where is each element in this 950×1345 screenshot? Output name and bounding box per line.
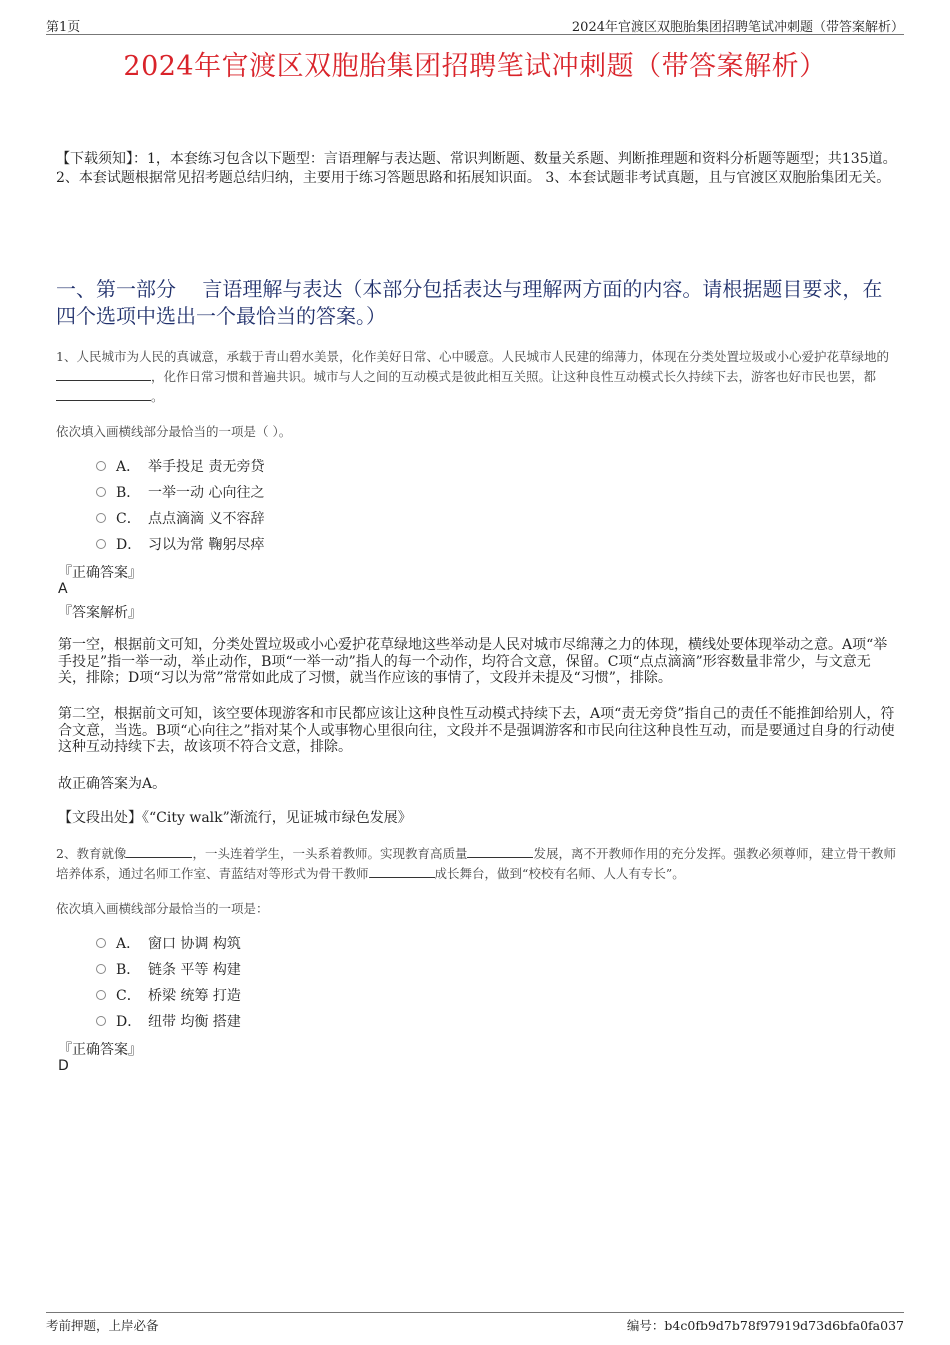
question-1-stem [56, 347, 898, 407]
radio-icon[interactable] [96, 513, 106, 523]
q2-option-a[interactable]: A． 窗口 协调 构筑 [96, 930, 241, 956]
radio-icon[interactable] [96, 964, 106, 974]
footer-slogan: 考前押题，上岸必备 [46, 1318, 159, 1333]
page-number: 第1页 [46, 20, 81, 35]
radio-icon[interactable] [96, 461, 106, 471]
document-title: 2024年官渡区双胞胎集团招聘笔试冲刺题（带答案解析） [123, 51, 827, 82]
q1-analysis-para-1: 第一空，根据前文可知，分类处置垃圾或小心爱护花草绿地这些举动是人民对城市尽绵薄之力的体现，横线处要体现举动之意。A项“举手投足”指一举一动，举止动作，B项“一举一动”指人的每一个动作，均符合文意，保留。C项“点点滴滴”形容数量非常少，与文意无关，排除；D项“习以为常”常常如此成了习惯，就当作应该的事情了，文段并未提及“习惯”，排除。 [58, 637, 888, 686]
q2-text-part2: ，一头连着学生，一头系着教师。实现教育高质量 [192, 846, 468, 861]
radio-icon[interactable] [96, 990, 106, 1000]
q1-blank-2 [56, 388, 151, 401]
radio-icon[interactable] [96, 938, 106, 948]
q1-option-a[interactable]: A． 举手投足 责无旁贷 [96, 453, 264, 479]
q2-options [96, 930, 241, 1034]
radio-icon[interactable] [96, 487, 106, 497]
radio-icon[interactable] [96, 539, 106, 549]
q2-text-part3: 发展，离不开教师作用的充分发挥。强教必须尊师，建立骨干教师培养体系，通过名师工作室、青蓝结对等形式为骨干教师 [56, 846, 896, 881]
q1-answer-label: 『正确答案』 [58, 565, 142, 581]
q2-blank-2 [467, 845, 533, 858]
download-notice: 【下载须知】：1，本套练习包含以下题型：言语理解与表达题、常识判断题、数量关系题、判断推理题和资料分析题等题型；共135道。 2、本套试题根据常见招考题总结归纳，主要用于练习答题思路和拓展知识面。 3、本套试题非考试真题，且与官渡区双胞胎集团无关。 [56, 151, 897, 186]
q2-blank-1 [126, 845, 192, 858]
q2-text-part1: 2、教育就像 [56, 846, 127, 861]
q1-analysis-conclusion: 故正确答案为A。 [58, 776, 167, 792]
q2-option-d[interactable]: D． 纽带 均衡 搭建 [96, 1008, 241, 1034]
footer-doc-id: 编号：b4c0fb9d7b78f97919d73d6bfa0fa037 [626, 1318, 904, 1333]
q2-option-c[interactable]: C． 桥梁 统筹 打造 [96, 982, 241, 1008]
q1-option-c[interactable]: C． 点点滴滴 义不容辞 [96, 505, 264, 531]
q1-analysis-label: 『答案解析』 [58, 605, 142, 621]
q1-prompt: 依次填入画横线部分最恰当的一项是（ ）。 [56, 424, 292, 439]
q2-answer: D [58, 1058, 69, 1074]
q1-answer: A [58, 581, 68, 597]
radio-icon[interactable] [96, 1016, 106, 1026]
q2-blank-3 [369, 865, 435, 878]
header-doc-title: 2024年官渡区双胞胎集团招聘笔试冲刺题（带答案解析） [571, 20, 904, 35]
q1-option-b[interactable]: B． 一举一动 心向往之 [96, 479, 264, 505]
page-footer [46, 1312, 904, 1337]
q1-text-part1: 1、人民城市为人民的真诚意，承载于青山碧水美景，化作美好日常、心中暖意。人民城市人民建的绵薄力，体现在分类处置垃圾或小心爱护花草绿地的 [56, 349, 889, 364]
q1-source: 【文段出处】《“City walk”渐流行，见证城市绿色发展》 [58, 810, 412, 826]
q2-prompt: 依次填入画横线部分最恰当的一项是： [56, 901, 269, 916]
q2-text-part4: 成长舞台，做到“校校有名师、人人有专长”。 [434, 866, 685, 881]
section-heading: 一、第一部分 言语理解与表达（本部分包括表达与理解两方面的内容。请根据题目要求，在四个选项中选出一个最恰当的答案。） [56, 277, 883, 328]
q2-answer-label: 『正确答案』 [58, 1042, 142, 1058]
q1-text-part3: 。 [151, 389, 164, 404]
q1-option-d[interactable]: D． 习以为常 鞠躬尽瘁 [96, 531, 264, 557]
question-2-stem [56, 844, 898, 884]
q1-blank-1 [56, 368, 151, 381]
q2-option-b[interactable]: B． 链条 平等 构建 [96, 956, 241, 982]
q1-analysis-para-2: 第二空，根据前文可知，该空要体现游客和市民都应该让这种良性互动模式持续下去，A项“责无旁贷”指自己的责任不能推卸给别人，符合文意，当选。B项“心向往之”指对某个人或事物心里很向往，文段并不是强调游客和市民向往这种良性互动，而是要通过自身的行动使这种互动持续下去，故该项不符合文意，排除。 [58, 706, 895, 755]
q1-options [96, 453, 264, 557]
q1-text-part2: ，化作日常习惯和普遍共识。城市与人之间的互动模式是彼此相互关照。让这种良性互动模式长久持续下去，游客也好市民也罢，都 [151, 369, 877, 384]
page-header [46, 14, 904, 35]
